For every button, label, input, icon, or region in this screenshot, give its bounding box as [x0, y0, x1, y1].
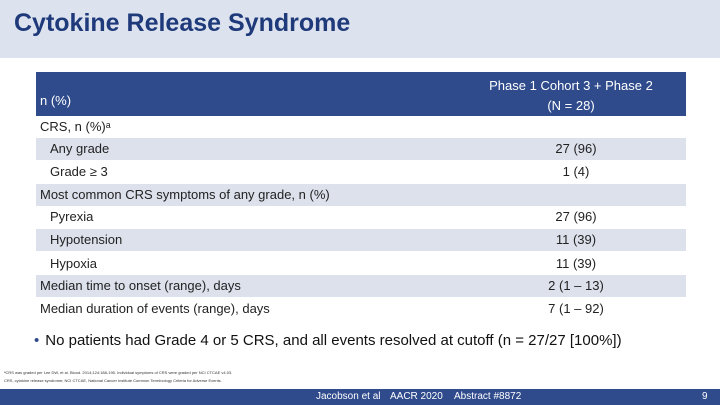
- footnote: [4, 369, 232, 385]
- table-header: [36, 72, 686, 116]
- table-row: [36, 161, 686, 183]
- footer-meeting: AACR 2020: [390, 391, 443, 402]
- bullet-icon: •: [34, 332, 40, 349]
- table-row: [36, 206, 686, 228]
- header-cohort: Phase 1 Cohort 3 + Phase 2: [489, 78, 653, 93]
- table-row: [36, 229, 686, 251]
- key-finding: [34, 332, 622, 349]
- page-number: 9: [702, 391, 708, 402]
- row-label: Pyrexia: [50, 209, 94, 224]
- row-value: 11 (39): [555, 256, 597, 271]
- row-label: Median time to onset (range), days: [40, 278, 241, 293]
- row-value: 7 (1 – 92): [548, 301, 604, 316]
- header-left-label: n (%): [40, 93, 72, 108]
- table-row: [36, 116, 686, 138]
- title-bar: [0, 0, 720, 58]
- footnote-line: CRS, cytokine release syndrome; NCI CTCAE, National Cancer Institute Common Terminology Criteria for Adverse Events.: [4, 378, 222, 383]
- row-value: 27 (96): [555, 141, 597, 156]
- table-row: [36, 275, 686, 297]
- footer: [0, 389, 720, 405]
- footer-author: Jacobson et al: [316, 391, 381, 402]
- row-label: CRS, n (%)ᵃ: [40, 119, 111, 134]
- header-n: (N = 28): [547, 98, 595, 113]
- row-value: 1 (4): [562, 164, 590, 179]
- row-label: Grade ≥ 3: [50, 164, 108, 179]
- table-row: [36, 138, 686, 160]
- row-value: 27 (96): [555, 209, 597, 224]
- footer-abstract: Abstract #8872: [454, 391, 522, 402]
- slide-title: Cytokine Release Syndrome: [14, 9, 351, 37]
- row-label: Hypoxia: [50, 256, 97, 271]
- crs-table: [36, 72, 686, 323]
- row-label: Any grade: [50, 141, 110, 156]
- row-value: 11 (39): [555, 232, 597, 247]
- table-row: [36, 184, 686, 206]
- header-right-label: [481, 76, 661, 116]
- row-label: Hypotension: [50, 232, 123, 247]
- row-label: Most common CRS symptoms of any grade, n (%): [40, 187, 330, 202]
- key-finding-text: No patients had Grade 4 or 5 CRS, and all events resolved at cutoff (n = 27/27 [100%]): [45, 332, 622, 349]
- table-row: [36, 253, 686, 275]
- table-row: [36, 298, 686, 320]
- row-label: Median duration of events (range), days: [40, 301, 270, 316]
- footnote-line: ᵃCRS was graded per Lee DW, et al. Blood. 2014;124:188-195. Individual symptoms of CRS were graded per NCI CTCAE v4.03.: [4, 370, 233, 375]
- row-value: 2 (1 – 13): [548, 278, 604, 293]
